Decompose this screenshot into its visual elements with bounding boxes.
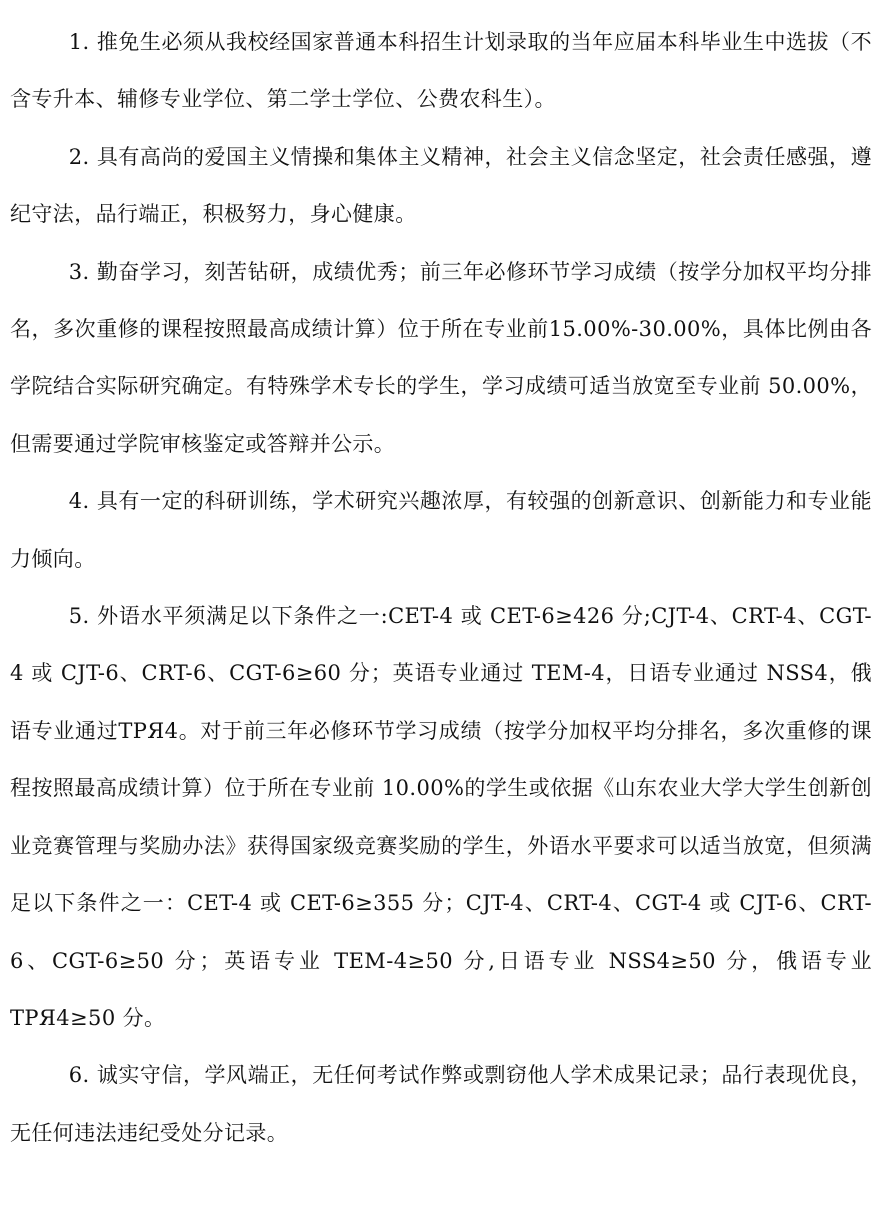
requirement-paragraph-6: 6. 诚实守信，学风端正，无任何考试作弊或剽窃他人学术成果记录；品行表现优良，无任何违法违纪受处分记录。 <box>10 1063 872 1145</box>
requirement-paragraph-1: 1. 推免生必须从我校经国家普通本科招生计划录取的当年应届本科毕业生中选拔（不含专升本、辅修专业学位、第二学士学位、公费农科生）。 <box>10 30 872 112</box>
requirement-paragraph-3: 3. 勤奋学习，刻苦钻研，成绩优秀；前三年必修环节学习成绩（按学分加权平均分排名，多次重修的课程按照最高成绩计算）位于所在专业前15.00%-30.00%，具体比例由各学院结合实际研究确定。有特殊学术专长的学生，学习成绩可适当放宽至专业前 50.00%，但需要通过学院审核鉴定或答辩并公示。 <box>10 259 872 456</box>
requirement-paragraph-5: 5. 外语水平须满足以下条件之一:CET-4 或 CET-6≥426 分;CJT-4、CRT-4、CGT-4 或 CJT-6、CRT-6、CGT-6≥60 分；英语专业通过 TEM-4，日语专业通过 NSS4，俄语专业通过ТРЯ4。对于前三年必修环节学习成绩（按学分加权平均分排名，多次重修的课程按照最高成绩计算）位于所在专业前 10.00%的学生或依据《山东农业大学大学生创新创业竞赛管理与奖励办法》获得国家级竞赛奖励的学生，外语水平要求可以适当放宽，但须满足以下条件之一：CET-4 或 CET-6≥355 分；CJT-4、CRT-4、CGT-4 或 CJT-6、CRT-6、CGT-6≥50 分；英语专业 TEM-4≥50 分,日语专业 NSS4≥50 分，俄语专业ТРЯ4≥50 分。 <box>10 604 872 1030</box>
requirement-paragraph-2: 2. 具有高尚的爱国主义情操和集体主义精神，社会主义信念坚定，社会责任感强，遵纪守法，品行端正，积极努力，身心健康。 <box>10 144 872 227</box>
document-body <box>10 14 872 1162</box>
requirement-paragraph-4: 4. 具有一定的科研训练，学术研究兴趣浓厚，有较强的创新意识、创新能力和专业能力倾向。 <box>10 489 872 571</box>
